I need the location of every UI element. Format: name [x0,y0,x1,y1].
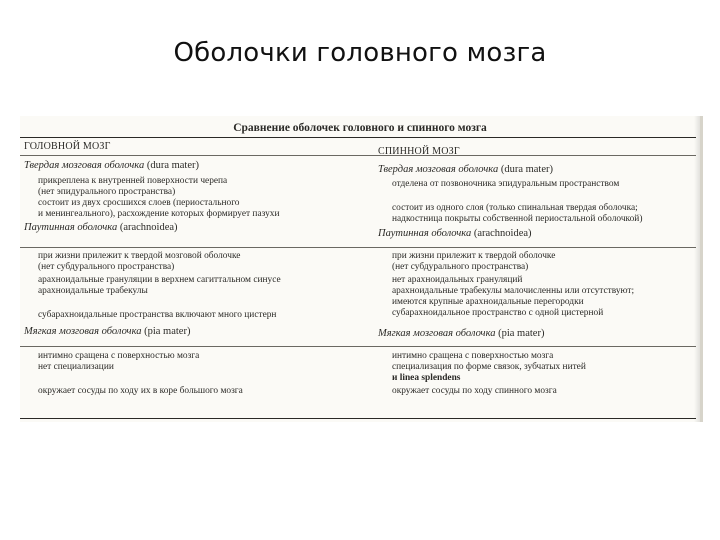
list-item: (нет эпидурального пространства) [38,187,176,197]
column-header-brain: ГОЛОВНОЙ МОЗГ [24,141,111,152]
list-item: нет специализации [38,362,114,372]
slide-title: Оболочки головного мозга [173,38,547,68]
list-item: отделена от позвоночника эпидуральным пространством [392,179,620,189]
section-title-pia-spinal: Мягкая мозговая оболочка (pia mater) [378,328,545,339]
section-title-arachnoid-brain: Паутинная оболочка (arachnoidea) [24,222,178,233]
section-title-dura-brain: Твердая мозговая оболочка (dura mater) [24,160,200,171]
list-item: интимно сращена с поверхностью мозга [392,351,554,361]
list-item: прикреплена к внутренней поверхности черепа [38,176,228,186]
list-item: при жизни прилежит к твердой оболочке [392,251,556,261]
scanned-table [20,116,703,422]
column-spinal [378,116,703,422]
list-item: субарахноидальное пространство с одной цистерной [392,308,604,318]
list-item: нет арахноидальных грануляций [392,275,523,285]
column-header-spinal: СПИННОЙ МОЗГ [378,146,460,157]
list-item: состоит из одного слоя (только спинальная твердая оболочка; [392,203,638,213]
section-title-dura-spinal: Твердая мозговая оболочка (dura mater) [378,164,554,175]
list-item: надкостница покрыты собственной периостальной оболочкой) [392,214,643,224]
list-item: арахноидальные грануляции в верхнем сагиттальном синусе [38,275,281,285]
list-item: окружает сосуды по ходу их в коре большого мозга [38,386,243,396]
list-item: (нет субдурального пространства) [392,262,529,272]
list-item: арахноидальные трабекулы [38,286,148,296]
section-title-arachnoid-spinal: Паутинная оболочка (arachnoidea) [378,228,532,239]
list-item: субарахноидальные пространства включают много цистерн [38,310,277,320]
list-item: специализация по форме связок, зубчатых нитей [392,362,586,372]
list-item: имеются крупные арахноидальные перегородки [392,297,584,307]
list-item: состоит из двух сросшихся слоев (периостального [38,198,240,208]
list-item: интимно сращена с поверхностью мозга [38,351,200,361]
column-brain [24,116,354,422]
list-item: и менингеального), расхождение которых формирует пазухи [38,209,280,219]
section-title-pia-brain: Мягкая мозговая оболочка (pia mater) [24,326,191,337]
list-item: при жизни прилежит к твердой мозговой оболочке [38,251,241,261]
table-title: Сравнение оболочек головного и спинного мозга [233,122,487,134]
list-item: арахноидальные трабекулы малочисленны или отсутствуют; [392,286,635,296]
list-item: окружает сосуды по ходу спинного мозга [392,386,557,396]
list-item: (нет субдурального пространства) [38,262,175,272]
list-item: и linea splendens [392,373,461,383]
